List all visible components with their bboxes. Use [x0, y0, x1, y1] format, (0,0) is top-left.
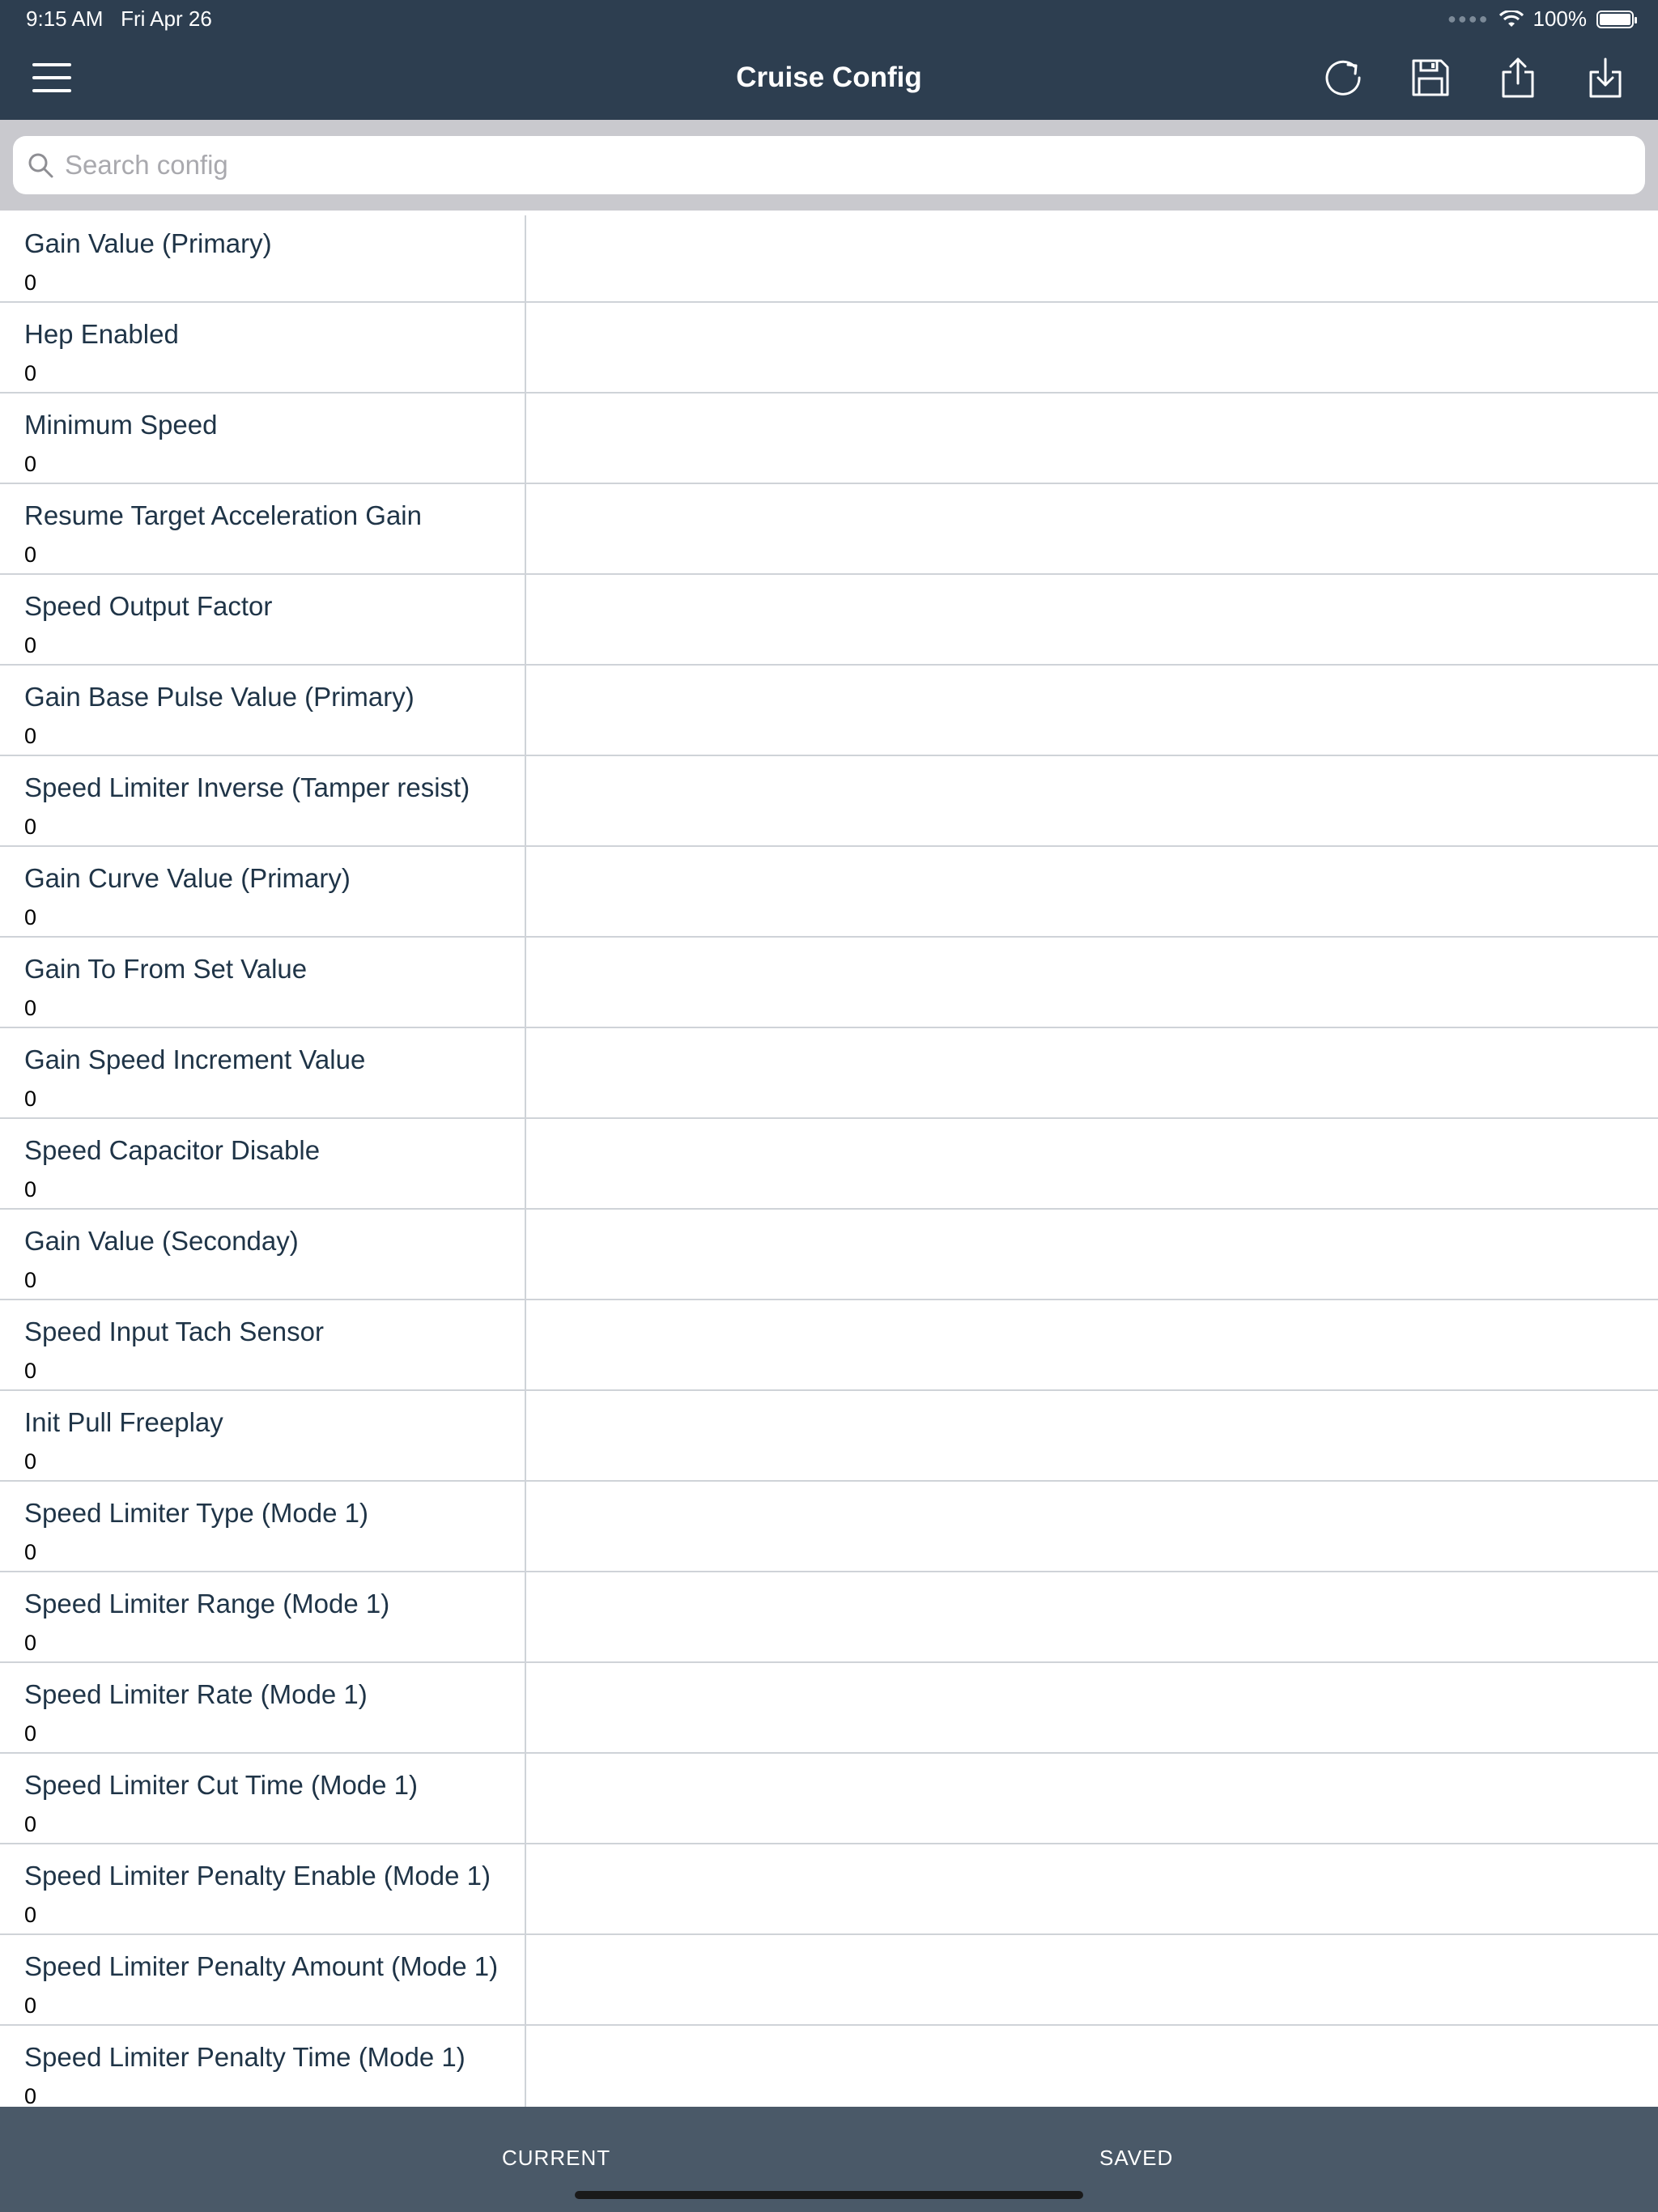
- config-row-value: 0: [24, 724, 37, 748]
- menu-button[interactable]: [26, 52, 78, 104]
- config-row-value: 0: [24, 452, 37, 476]
- config-row-label: Resume Target Acceleration Gain: [24, 500, 422, 530]
- refresh-button[interactable]: [1317, 52, 1369, 104]
- config-row[interactable]: [0, 938, 1658, 1028]
- status-date-text: Fri Apr 26: [121, 6, 212, 31]
- config-row-value: 0: [24, 270, 37, 295]
- config-row-label: Init Pull Freeplay: [24, 1407, 223, 1437]
- config-row[interactable]: [0, 666, 1658, 756]
- config-row[interactable]: [0, 1935, 1658, 2026]
- share-button[interactable]: [1492, 52, 1544, 104]
- config-row[interactable]: [0, 1210, 1658, 1300]
- save-icon: [1410, 57, 1451, 98]
- config-row-label: Speed Output Factor: [24, 591, 273, 621]
- config-row[interactable]: [0, 2026, 1658, 2107]
- battery-percent: 100%: [1533, 6, 1587, 31]
- status-time-text: 9:15 AM: [26, 6, 104, 31]
- config-row-label: Gain Base Pulse Value (Primary): [24, 682, 414, 712]
- config-row-value: 0: [24, 1087, 37, 1111]
- config-row-label: Speed Limiter Penalty Amount (Mode 1): [24, 1951, 499, 1981]
- config-row[interactable]: [0, 1482, 1658, 1572]
- home-indicator: [575, 2191, 1083, 2199]
- config-row-label: Hep Enabled: [24, 319, 179, 349]
- status-bar: [0, 0, 1658, 36]
- config-row-label: Gain Speed Increment Value: [24, 1044, 366, 1074]
- config-row[interactable]: [0, 212, 1658, 303]
- config-row-label: Speed Input Tach Sensor: [24, 1317, 324, 1346]
- config-row-label: Speed Limiter Range (Mode 1): [24, 1589, 390, 1619]
- config-row[interactable]: [0, 756, 1658, 847]
- config-row[interactable]: [0, 847, 1658, 938]
- config-row-label: Speed Limiter Inverse (Tamper resist): [24, 772, 470, 802]
- config-row-value: 0: [24, 1449, 37, 1474]
- config-row-value: 0: [24, 1177, 37, 1202]
- search-input[interactable]: [55, 140, 1645, 190]
- config-row-value: 0: [24, 633, 37, 657]
- config-row[interactable]: [0, 1844, 1658, 1935]
- config-row-label: Speed Limiter Penalty Enable (Mode 1): [24, 1861, 491, 1891]
- battery-icon: [1596, 11, 1634, 28]
- config-row[interactable]: [0, 575, 1658, 666]
- config-row-value: 0: [24, 1540, 37, 1564]
- config-row[interactable]: [0, 1300, 1658, 1391]
- config-row[interactable]: [0, 1754, 1658, 1844]
- config-row-value: 0: [24, 815, 37, 839]
- config-row-value: 0: [24, 1812, 37, 1836]
- navigation-bar: [0, 36, 1658, 120]
- share-icon: [1499, 56, 1537, 100]
- config-row[interactable]: [0, 1663, 1658, 1754]
- download-button[interactable]: [1579, 52, 1631, 104]
- config-row-value: 0: [24, 542, 37, 567]
- config-row-value: 0: [24, 1993, 37, 2018]
- status-time: [26, 6, 212, 32]
- config-row-value: 0: [24, 2084, 37, 2107]
- cellular-dots-icon: ●●●●: [1448, 11, 1490, 27]
- config-row-value: 0: [24, 905, 37, 929]
- wifi-icon: [1499, 11, 1524, 28]
- config-row[interactable]: [0, 1028, 1658, 1119]
- page-title: Cruise Config: [736, 62, 922, 93]
- config-row-label: Speed Capacitor Disable: [24, 1135, 321, 1165]
- column-divider: [525, 215, 526, 2212]
- config-row[interactable]: [0, 1572, 1658, 1663]
- refresh-icon: [1322, 57, 1364, 99]
- config-row-value: 0: [24, 1359, 37, 1383]
- tab-current[interactable]: CURRENT: [502, 2146, 611, 2170]
- search-bar: [0, 120, 1658, 211]
- config-row[interactable]: [0, 484, 1658, 575]
- search-icon: [26, 151, 55, 180]
- config-row-label: Speed Limiter Type (Mode 1): [24, 1498, 368, 1528]
- status-indicators: [1448, 6, 1634, 32]
- config-row-label: Gain Value (Seconday): [24, 1226, 299, 1256]
- config-row-label: Speed Limiter Cut Time (Mode 1): [24, 1770, 419, 1800]
- config-row-label: Minimum Speed: [24, 410, 218, 440]
- config-row-label: Speed Limiter Penalty Time (Mode 1): [24, 2042, 466, 2072]
- config-row-value: 0: [24, 1903, 37, 1927]
- config-row-value: 0: [24, 996, 37, 1020]
- config-row-label: Speed Limiter Rate (Mode 1): [24, 1679, 368, 1709]
- menu-icon: [31, 62, 73, 94]
- config-row-label: Gain To From Set Value: [24, 954, 308, 984]
- config-list: [0, 212, 1658, 2107]
- config-row-label: Gain Value (Primary): [24, 228, 272, 258]
- config-row[interactable]: [0, 1119, 1658, 1210]
- config-row[interactable]: [0, 393, 1658, 484]
- search-box[interactable]: [13, 136, 1645, 194]
- config-row-value: 0: [24, 361, 37, 385]
- config-row[interactable]: [0, 303, 1658, 393]
- save-button[interactable]: [1405, 52, 1456, 104]
- config-row-value: 0: [24, 1631, 37, 1655]
- bottom-tab-bar: [0, 2107, 1658, 2212]
- config-row-value: 0: [24, 1268, 37, 1292]
- download-icon: [1587, 56, 1624, 100]
- config-row-value: 0: [24, 1721, 37, 1746]
- config-row[interactable]: [0, 1391, 1658, 1482]
- config-row-label: Gain Curve Value (Primary): [24, 863, 351, 893]
- tab-saved[interactable]: SAVED: [1099, 2146, 1174, 2170]
